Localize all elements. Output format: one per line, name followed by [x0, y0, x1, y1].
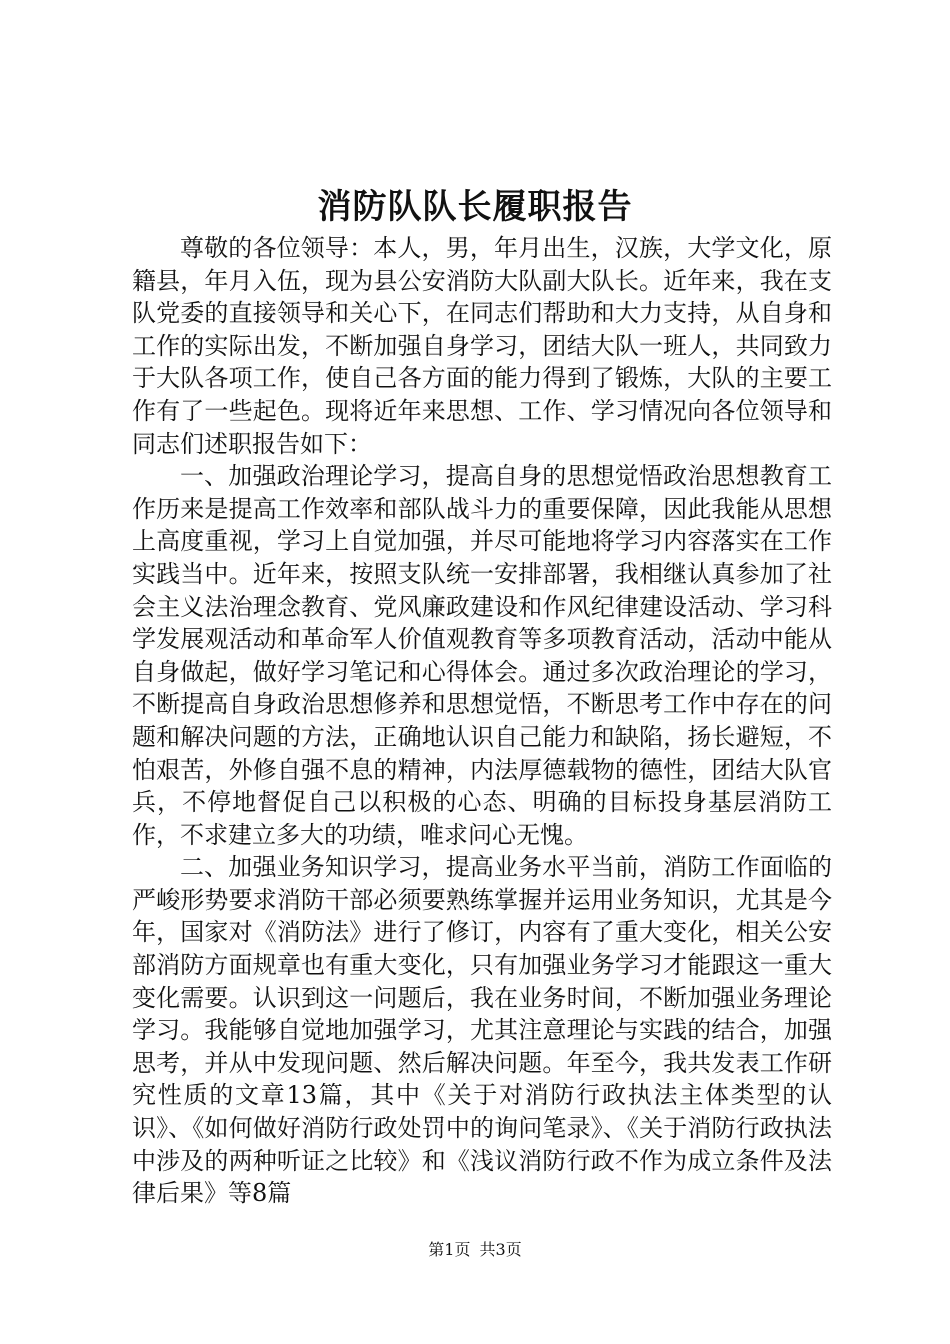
- page-total: 共3页: [479, 1240, 522, 1259]
- page-number: 第1页: [428, 1240, 471, 1259]
- paragraph-intro: 尊敬的各位领导：本人，男，年月出生，汉族，大学文化，原籍县，年月入伍，现为县公安消防大队副大队长。近年来，我在支队党委的直接领导和关心下，在同志们帮助和大力支持，从自身和工作的实际出发，不断加强自身学习，团结大队一班人，共同致力于大队各项工作，使自己各方面的能力得到了锻炼，大队的主要工作有了一些起色。现将近年来思想、工作、学习情况向各位领导和同志们述职报告如下：: [132, 234, 832, 458]
- paragraph-business-study: 二、加强业务知识学习，提高业务水平当前，消防工作面临的严峻形势要求消防干部必须要熟练掌握并运用业务知识，尤其是今年，国家对《消防法》进行了修订，内容有了重大变化，相关公安部消防方面规章也有重大变化，只有加强业务学习才能跟这一重大变化需要。认识到这一问题后，我在业务时间，不断加强业务理论学习。我能够自觉地加强学习，尤其注意理论与实践的结合，加强思考，并从中发现问题、然后解决问题。年至今，我共发表工作研究性质的文章13篇，其中《关于对消防行政执法主体类型的认识》、《如何做好消防行政处罚中的询问笔录》、《关于消防行政执法中涉及的两种听证之比较》和《浅议消防行政不作为成立条件及法律后果》等8篇: [132, 853, 832, 1208]
- document-body: [132, 232, 832, 1210]
- paragraph-political-study: 一、加强政治理论学习，提高自身的思想觉悟政治思想教育工作历来是提高工作效率和部队战斗力的重要保障，因此我能从思想上高度重视，学习上自觉加强，并尽可能地将学习内容落实在工作实践当中。近年来，按照支队统一安排部署，我相继认真参加了社会主义法治理念教育、党风廉政建设和作风纪律建设活动、学习科学发展观活动和革命军人价值观教育等多项教育活动，活动中能从自身做起，做好学习笔记和心得体会。通过多次政治理论的学习，不断提高自身政治思想修养和思想觉悟，不断思考工作中存在的问题和解决问题的方法，正确地认识自己能力和缺陷，扬长避短，不怕艰苦，外修自强不息的精神，内法厚德载物的德性，团结大队官兵，不停地督促自己以积极的心态、明确的目标投身基层消防工作，不求建立多大的功绩，唯求问心无愧。: [132, 462, 832, 849]
- page-footer: [0, 1240, 950, 1260]
- document-title: 消防队队长履职报告: [317, 187, 633, 227]
